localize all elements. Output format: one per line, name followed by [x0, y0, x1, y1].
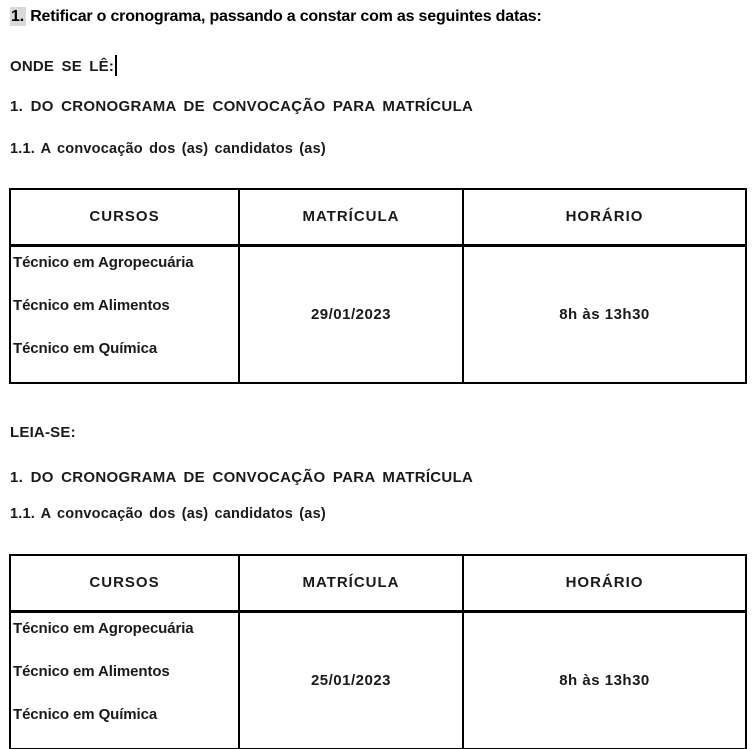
header-cell-matricula: MATRÍCULA — [239, 555, 463, 611]
intro-text: Retificar o cronograma, passando a constar com as seguintes datas: — [25, 8, 542, 25]
course-item: Técnico em Alimentos — [13, 662, 170, 680]
course-item: Técnico em Agropecuária — [13, 253, 194, 271]
intro-paragraph — [10, 8, 542, 26]
course-item: Técnico em Química — [13, 705, 158, 723]
header-cell-horario: HORÁRIO — [463, 189, 746, 245]
section-heading-leia: 1. DO CRONOGRAMA DE CONVOCAÇÃO PARA MATRÍCULA — [10, 469, 474, 486]
leia-se-label: LEIA-SE: — [10, 424, 76, 441]
section-heading-onde: 1. DO CRONOGRAMA DE CONVOCAÇÃO PARA MATRÍCULA — [10, 98, 474, 115]
table-header-row — [10, 555, 746, 611]
text-caret-icon — [115, 55, 117, 76]
courses-cell — [10, 245, 239, 383]
courses-cell — [10, 611, 239, 749]
schedule-table-onde-se-le — [9, 188, 747, 384]
header-cell-matricula: MATRÍCULA — [239, 189, 463, 245]
intro-number-highlight: 1. — [11, 8, 24, 25]
header-cell-cursos: CURSOS — [10, 555, 239, 611]
onde-se-le-text: ONDE SE LÊ: — [10, 58, 115, 75]
table-body-row — [10, 611, 746, 749]
horario-time-cell: 8h às 13h30 — [463, 245, 746, 383]
schedule-table-leia-se — [9, 554, 747, 749]
section-subheading-leia: 1.1. A convocação dos (as) candidatos (as) — [10, 506, 326, 522]
course-item: Técnico em Química — [13, 339, 158, 357]
matricula-date-cell: 25/01/2023 — [239, 611, 463, 749]
matricula-date-cell: 29/01/2023 — [239, 245, 463, 383]
horario-time-cell: 8h às 13h30 — [463, 611, 746, 749]
course-item: Técnico em Agropecuária — [13, 619, 194, 637]
course-item: Técnico em Alimentos — [13, 296, 170, 314]
section-subheading-onde: 1.1. A convocação dos (as) candidatos (as) — [10, 141, 326, 157]
header-cell-horario: HORÁRIO — [463, 555, 746, 611]
onde-se-le-label — [10, 58, 117, 76]
table-header-row — [10, 189, 746, 245]
header-cell-cursos: CURSOS — [10, 189, 239, 245]
table-body-row — [10, 245, 746, 383]
